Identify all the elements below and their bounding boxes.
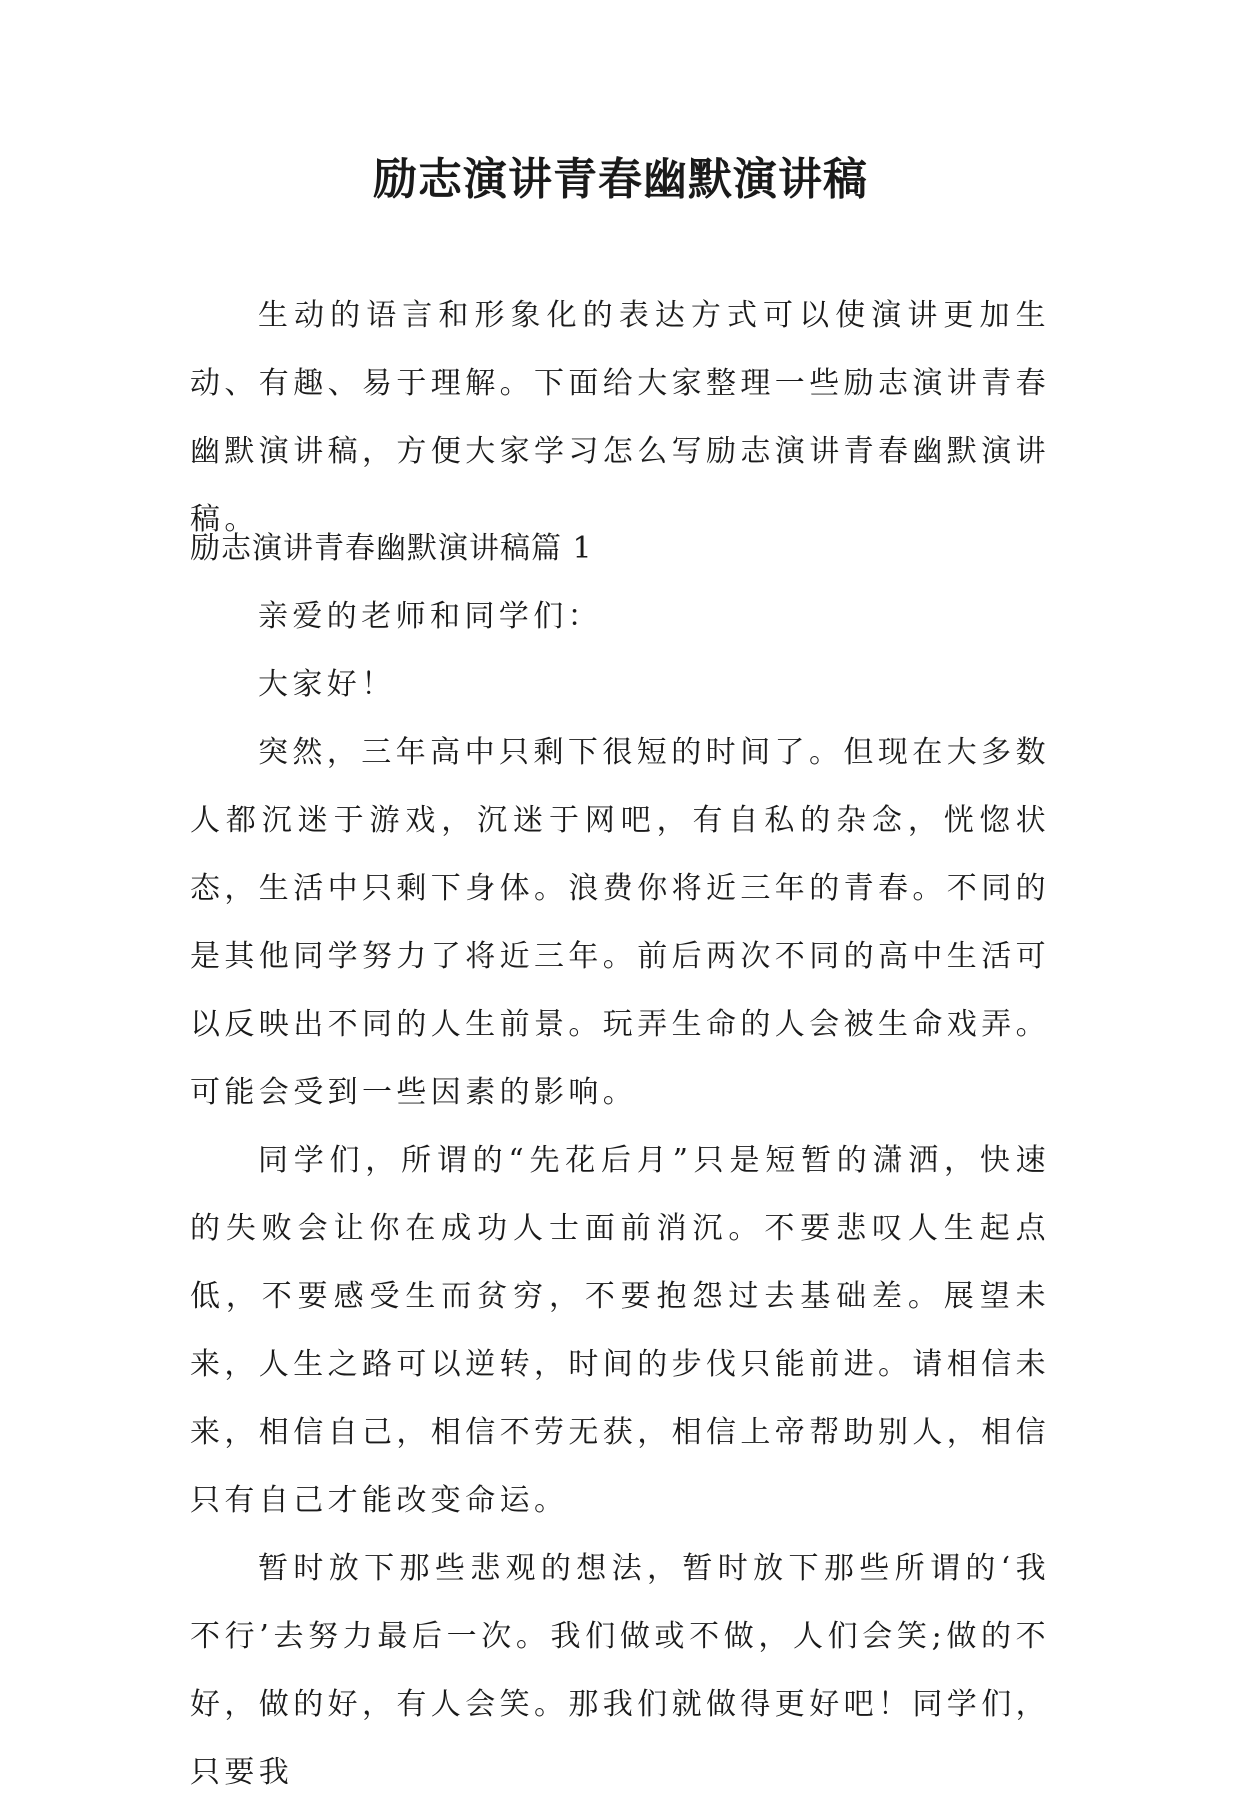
document-title: 励志演讲青春幽默演讲稿 [373, 154, 868, 205]
body-paragraph: 暂时放下那些悲观的想法，暂时放下那些所谓的‘我不行’去努力最后一次。我们做或不做，人们会笑;做的不好，做的好，有人会笑。那我们就做得更好吧！同学们，只要我 [190, 1551, 1050, 1790]
intro-paragraph: 生动的语言和形象化的表达方式可以使演讲更加生动、有趣、易于理解。下面给大家整理一些励志演讲青春幽默演讲稿，方便大家学习怎么写励志演讲青春幽默演讲稿。 [190, 298, 1050, 537]
body-paragraph: 突然，三年高中只剩下很短的时间了。但现在大多数人都沉迷于游戏，沉迷于网吧，有自私的杂念，恍惚状态，生活中只剩下身体。浪费你将近三年的青春。不同的是其他同学努力了将近三年。前后两次不同的高中生活可以反映出不同的人生前景。玩弄生命的人会被生命戏弄。可能会受到一些因素的影响。 [190, 735, 1050, 1110]
greeting-paragraph: 亲爱的老师和同学们： [258, 599, 602, 634]
salutation-paragraph: 大家好！ [258, 667, 396, 702]
main-block [190, 515, 1050, 1807]
body-paragraph: 同学们，所谓的“先花后月”只是短暂的潇洒，快速的失败会让你在成功人士面前消沉。不要悲叹人生起点低，不要感受生而贫穷，不要抱怨过去基础差。展望未来，人生之路可以逆转，时间的步伐只能前进。请相信未来，相信自己，相信不劳无获，相信上帝帮助别人，相信只有自己才能改变命运。 [190, 1143, 1050, 1518]
section-heading: 励志演讲青春幽默演讲稿篇 1 [190, 531, 593, 566]
intro-block [190, 282, 1050, 554]
